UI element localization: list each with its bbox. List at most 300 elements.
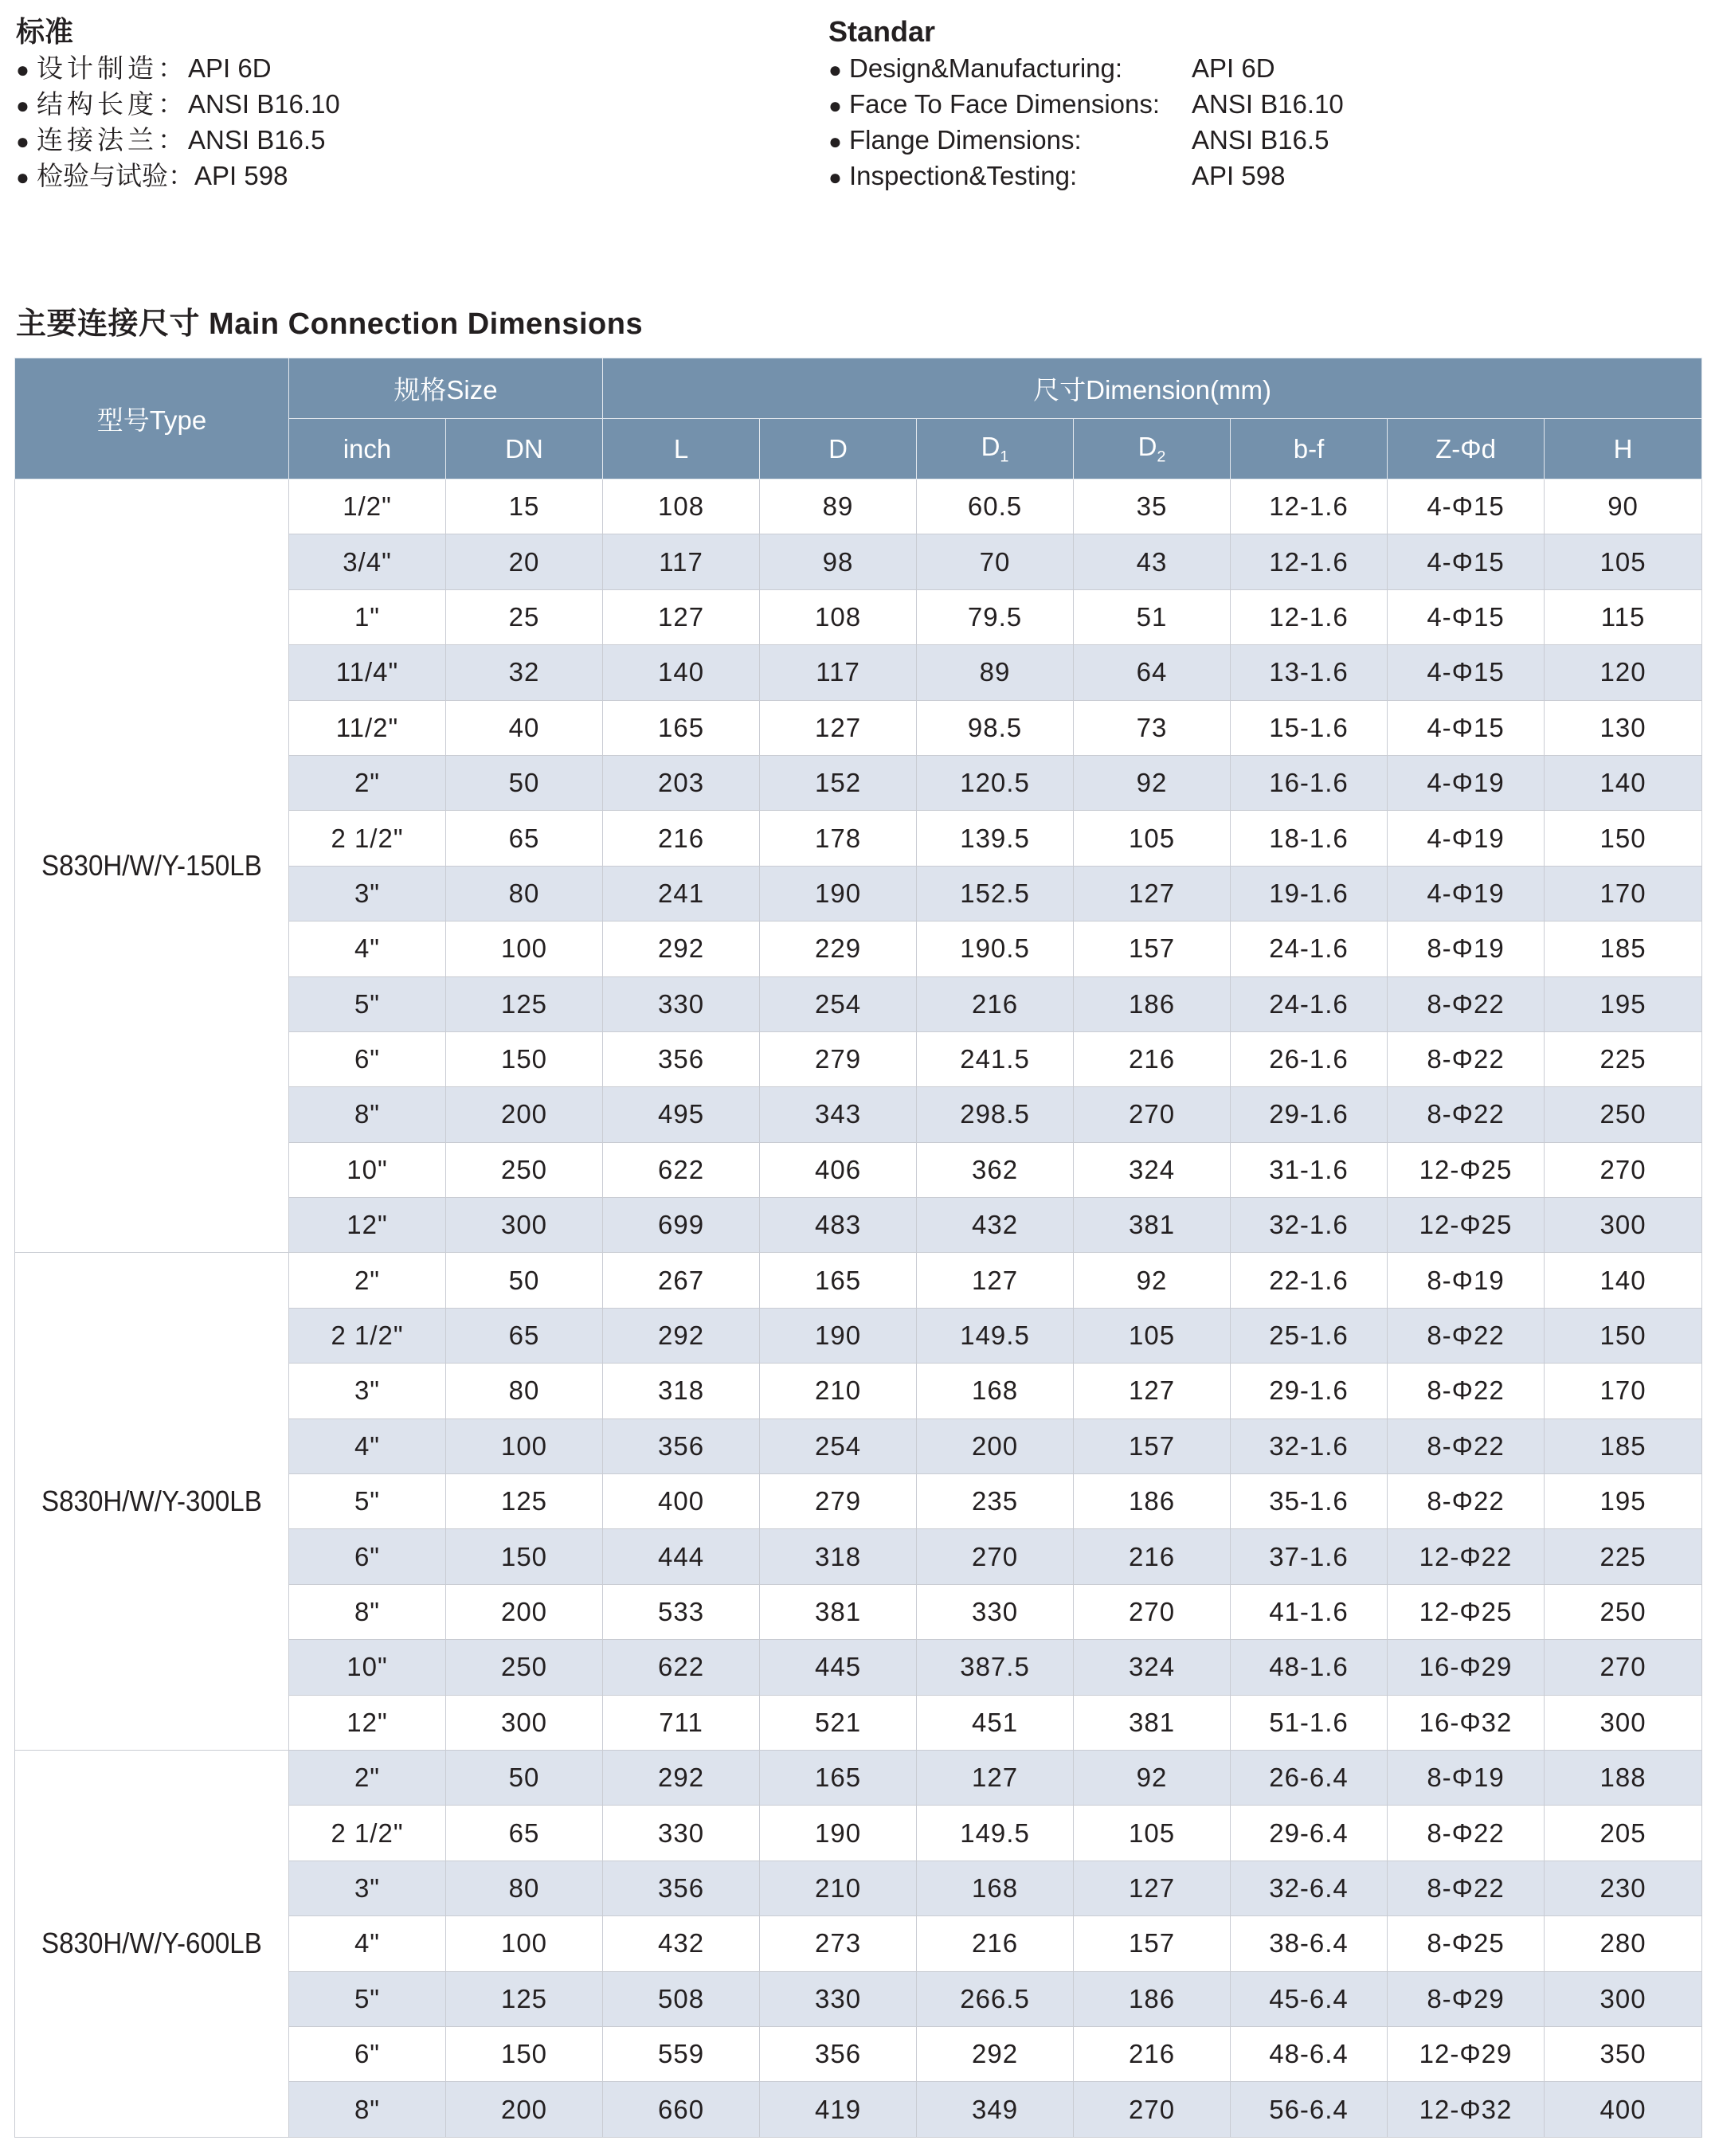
cell-h: 270 <box>1545 1142 1702 1197</box>
cell-inch: 1/2" <box>289 479 446 534</box>
cell-inch: 12" <box>289 1198 446 1253</box>
cell-d2: 186 <box>1074 1474 1231 1529</box>
standards-en-label: Inspection&Testing: <box>849 161 1078 190</box>
cell-dn: 50 <box>446 755 603 810</box>
cell-d: 483 <box>760 1198 917 1253</box>
cell-l: 203 <box>603 755 760 810</box>
cell-d: 152 <box>760 755 917 810</box>
cell-inch: 5" <box>289 976 446 1031</box>
cell-bf: 32-1.6 <box>1231 1198 1388 1253</box>
cell-d: 89 <box>760 479 917 534</box>
cell-dn: 150 <box>446 1529 603 1584</box>
cell-d1: 70 <box>917 534 1074 589</box>
cell-bf: 25-1.6 <box>1231 1308 1388 1363</box>
cell-l: 432 <box>603 1916 760 1971</box>
cell-d1: 60.5 <box>917 479 1074 534</box>
cell-h: 188 <box>1545 1750 1702 1805</box>
cell-dn: 150 <box>446 2026 603 2081</box>
cell-inch: 1" <box>289 589 446 644</box>
cell-d1: 216 <box>917 1916 1074 1971</box>
cell-l: 622 <box>603 1142 760 1197</box>
cell-d1: 451 <box>917 1695 1074 1750</box>
header-l: L <box>603 419 760 479</box>
cell-dn: 200 <box>446 2082 603 2137</box>
cell-zd: 4-Φ15 <box>1388 700 1545 755</box>
standards-cn-value: ANSI B16.10 <box>188 89 340 119</box>
cell-bf: 38-6.4 <box>1231 1916 1388 1971</box>
cell-d2: 157 <box>1074 1916 1231 1971</box>
table-row <box>15 1253 1702 1308</box>
bullet-icon: ● <box>16 93 29 118</box>
cell-dn: 65 <box>446 811 603 866</box>
cell-d: 190 <box>760 866 917 921</box>
cell-zd: 4-Φ15 <box>1388 645 1545 700</box>
standards-en-value: ANSI B16.10 <box>1192 89 1344 119</box>
cell-d: 318 <box>760 1529 917 1584</box>
cell-d1: 298.5 <box>917 1087 1074 1142</box>
cell-inch: 5" <box>289 1971 446 2026</box>
cell-d: 279 <box>760 1474 917 1529</box>
cell-l: 400 <box>603 1474 760 1529</box>
cell-dn: 80 <box>446 1861 603 1915</box>
cell-l: 533 <box>603 1584 760 1639</box>
header-inch: inch <box>289 419 446 479</box>
cell-bf: 51-1.6 <box>1231 1695 1388 1750</box>
cell-d2: 105 <box>1074 1308 1231 1363</box>
bullet-icon: ● <box>828 165 842 190</box>
standards-cn-item <box>16 158 340 194</box>
cell-d1: 139.5 <box>917 811 1074 866</box>
cell-bf: 18-1.6 <box>1231 811 1388 866</box>
cell-d1: 270 <box>917 1529 1074 1584</box>
bullet-icon: ● <box>828 93 842 118</box>
cell-l: 292 <box>603 921 760 976</box>
cell-zd: 12-Φ25 <box>1388 1198 1545 1253</box>
cell-h: 225 <box>1545 1031 1702 1086</box>
standards-en-value: ANSI B16.5 <box>1192 125 1329 155</box>
type-label: S830H/W/Y-300LB <box>41 1485 262 1518</box>
cell-l: 292 <box>603 1750 760 1805</box>
cell-zd: 8-Φ22 <box>1388 1364 1545 1418</box>
cell-inch: 2" <box>289 1253 446 1308</box>
cell-d: 98 <box>760 534 917 589</box>
cell-d1: 127 <box>917 1750 1074 1805</box>
cell-d1: 149.5 <box>917 1806 1074 1861</box>
cell-d1: 190.5 <box>917 921 1074 976</box>
cell-d1: 168 <box>917 1364 1074 1418</box>
cell-inch: 2" <box>289 1750 446 1805</box>
section-title: 主要连接尺寸 Main Connection Dimensions <box>16 307 644 341</box>
cell-l: 356 <box>603 1418 760 1473</box>
cell-dn: 20 <box>446 534 603 589</box>
header-d1 <box>917 419 1074 479</box>
cell-d1: 149.5 <box>917 1308 1074 1363</box>
cell-bf: 29-1.6 <box>1231 1364 1388 1418</box>
standards-en-label: Design&Manufacturing: <box>849 53 1123 83</box>
cell-d1: 292 <box>917 2026 1074 2081</box>
cell-d: 279 <box>760 1031 917 1086</box>
cell-h: 120 <box>1545 645 1702 700</box>
cell-bf: 29-6.4 <box>1231 1806 1388 1861</box>
cell-l: 140 <box>603 645 760 700</box>
cell-d2: 324 <box>1074 1640 1231 1695</box>
standards-cn-value: ANSI B16.5 <box>188 125 326 155</box>
cell-l: 318 <box>603 1364 760 1418</box>
cell-dn: 65 <box>446 1308 603 1363</box>
standards-cn-item <box>16 51 340 87</box>
type-label: S830H/W/Y-600LB <box>41 1927 262 1960</box>
cell-d2: 381 <box>1074 1198 1231 1253</box>
cell-d: 356 <box>760 2026 917 2081</box>
cell-zd: 8-Φ22 <box>1388 976 1545 1031</box>
cell-d: 229 <box>760 921 917 976</box>
type-cell <box>15 479 289 1253</box>
cell-bf: 24-1.6 <box>1231 921 1388 976</box>
cell-d1: 152.5 <box>917 866 1074 921</box>
cell-inch: 6" <box>289 1031 446 1086</box>
cell-bf: 48-6.4 <box>1231 2026 1388 2081</box>
type-cell <box>15 1253 289 1751</box>
cell-d: 419 <box>760 2082 917 2137</box>
cell-zd: 4-Φ19 <box>1388 755 1545 810</box>
cell-d2: 127 <box>1074 1861 1231 1915</box>
cell-l: 711 <box>603 1695 760 1750</box>
cell-h: 140 <box>1545 755 1702 810</box>
type-cell <box>15 1750 289 2137</box>
cell-zd: 8-Φ22 <box>1388 1861 1545 1915</box>
cell-h: 185 <box>1545 921 1702 976</box>
header-size: 规格Size <box>289 358 603 419</box>
cell-dn: 250 <box>446 1640 603 1695</box>
cell-d2: 64 <box>1074 645 1231 700</box>
cell-zd: 8-Φ25 <box>1388 1916 1545 1971</box>
cell-l: 292 <box>603 1308 760 1363</box>
standards-en-label: Flange Dimensions: <box>849 125 1082 155</box>
cell-d1: 200 <box>917 1418 1074 1473</box>
cell-inch: 2 1/2" <box>289 1806 446 1861</box>
cell-dn: 200 <box>446 1584 603 1639</box>
cell-d1: 349 <box>917 2082 1074 2137</box>
cell-zd: 8-Φ29 <box>1388 1971 1545 2026</box>
cell-h: 250 <box>1545 1584 1702 1639</box>
cell-h: 150 <box>1545 1308 1702 1363</box>
cell-inch: 8" <box>289 2082 446 2137</box>
standards-en-value: API 6D <box>1192 53 1275 83</box>
cell-l: 108 <box>603 479 760 534</box>
bullet-icon: ● <box>16 165 29 190</box>
cell-inch: 4" <box>289 1916 446 1971</box>
cell-dn: 300 <box>446 1198 603 1253</box>
standards-cn-item <box>16 123 340 158</box>
cell-inch: 2 1/2" <box>289 1308 446 1363</box>
standards-cn-value: API 6D <box>188 53 272 83</box>
header-d1-sub: 1 <box>1000 448 1009 466</box>
cell-h: 170 <box>1545 1364 1702 1418</box>
cell-zd: 8-Φ19 <box>1388 1750 1545 1805</box>
cell-d1: 79.5 <box>917 589 1074 644</box>
cell-d1: 120.5 <box>917 755 1074 810</box>
table-row <box>15 1750 1702 1805</box>
cell-h: 195 <box>1545 1474 1702 1529</box>
cell-inch: 10" <box>289 1142 446 1197</box>
cell-h: 140 <box>1545 1253 1702 1308</box>
cell-inch: 3" <box>289 1861 446 1915</box>
cell-dn: 125 <box>446 1474 603 1529</box>
cell-h: 400 <box>1545 2082 1702 2137</box>
cell-d1: 216 <box>917 976 1074 1031</box>
cell-l: 559 <box>603 2026 760 2081</box>
cell-d1: 266.5 <box>917 1971 1074 2026</box>
type-label: S830H/W/Y-150LB <box>41 849 262 882</box>
cell-d2: 270 <box>1074 2082 1231 2137</box>
cell-zd: 8-Φ22 <box>1388 1806 1545 1861</box>
cell-h: 150 <box>1545 811 1702 866</box>
standards-en-value: API 598 <box>1192 161 1286 190</box>
cell-bf: 32-1.6 <box>1231 1418 1388 1473</box>
cell-dn: 125 <box>446 1971 603 2026</box>
cell-dn: 50 <box>446 1750 603 1805</box>
cell-d: 165 <box>760 1253 917 1308</box>
standards-en-item <box>828 158 1344 194</box>
cell-bf: 12-1.6 <box>1231 479 1388 534</box>
cell-d: 178 <box>760 811 917 866</box>
standards-cn <box>16 14 340 194</box>
header-d: D <box>760 419 917 479</box>
cell-d2: 105 <box>1074 1806 1231 1861</box>
cell-l: 356 <box>603 1861 760 1915</box>
header-h: H <box>1545 419 1702 479</box>
cell-bf: 13-1.6 <box>1231 645 1388 700</box>
cell-inch: 4" <box>289 921 446 976</box>
cell-d2: 186 <box>1074 976 1231 1031</box>
cell-dn: 80 <box>446 1364 603 1418</box>
standards-cn-label: 设计制造： <box>37 53 188 83</box>
cell-bf: 56-6.4 <box>1231 2082 1388 2137</box>
cell-l: 117 <box>603 534 760 589</box>
bullet-icon: ● <box>16 129 29 154</box>
cell-l: 495 <box>603 1087 760 1142</box>
standards-en <box>828 14 1344 194</box>
cell-h: 230 <box>1545 1861 1702 1915</box>
cell-inch: 12" <box>289 1695 446 1750</box>
cell-d: 165 <box>760 1750 917 1805</box>
dimensions-table <box>14 358 1702 2138</box>
cell-d2: 216 <box>1074 2026 1231 2081</box>
table-row <box>15 479 1702 534</box>
cell-d: 210 <box>760 1861 917 1915</box>
cell-zd: 16-Φ32 <box>1388 1695 1545 1750</box>
cell-inch: 4" <box>289 1418 446 1473</box>
cell-l: 699 <box>603 1198 760 1253</box>
cell-inch: 3" <box>289 1364 446 1418</box>
cell-dn: 50 <box>446 1253 603 1308</box>
cell-d2: 157 <box>1074 921 1231 976</box>
cell-inch: 8" <box>289 1584 446 1639</box>
bullet-icon: ● <box>16 57 29 82</box>
cell-dn: 40 <box>446 700 603 755</box>
standards-cn-title: 标准 <box>16 15 74 48</box>
cell-bf: 35-1.6 <box>1231 1474 1388 1529</box>
cell-l: 330 <box>603 976 760 1031</box>
cell-inch: 11/2" <box>289 700 446 755</box>
cell-bf: 41-1.6 <box>1231 1584 1388 1639</box>
cell-bf: 37-1.6 <box>1231 1529 1388 1584</box>
cell-d2: 381 <box>1074 1695 1231 1750</box>
cell-d: 254 <box>760 1418 917 1473</box>
cell-h: 170 <box>1545 866 1702 921</box>
cell-inch: 6" <box>289 1529 446 1584</box>
cell-zd: 4-Φ15 <box>1388 479 1545 534</box>
cell-d: 108 <box>760 589 917 644</box>
cell-d1: 89 <box>917 645 1074 700</box>
cell-h: 90 <box>1545 479 1702 534</box>
cell-zd: 8-Φ22 <box>1388 1308 1545 1363</box>
cell-bf: 24-1.6 <box>1231 976 1388 1031</box>
cell-inch: 2 1/2" <box>289 811 446 866</box>
cell-d2: 43 <box>1074 534 1231 589</box>
standards-cn-item <box>16 87 340 123</box>
cell-zd: 8-Φ22 <box>1388 1474 1545 1529</box>
cell-d: 273 <box>760 1916 917 1971</box>
cell-zd: 4-Φ19 <box>1388 811 1545 866</box>
cell-zd: 12-Φ29 <box>1388 2026 1545 2081</box>
cell-inch: 6" <box>289 2026 446 2081</box>
header-bf: b-f <box>1231 419 1388 479</box>
cell-d: 117 <box>760 645 917 700</box>
cell-bf: 22-1.6 <box>1231 1253 1388 1308</box>
cell-dn: 150 <box>446 1031 603 1086</box>
cell-zd: 8-Φ22 <box>1388 1418 1545 1473</box>
cell-h: 225 <box>1545 1529 1702 1584</box>
cell-l: 622 <box>603 1640 760 1695</box>
cell-l: 216 <box>603 811 760 866</box>
cell-bf: 16-1.6 <box>1231 755 1388 810</box>
cell-inch: 3" <box>289 866 446 921</box>
header-dimension: 尺寸Dimension(mm) <box>603 358 1702 419</box>
cell-zd: 8-Φ22 <box>1388 1031 1545 1086</box>
cell-bf: 26-6.4 <box>1231 1750 1388 1805</box>
cell-d: 521 <box>760 1695 917 1750</box>
cell-h: 300 <box>1545 1198 1702 1253</box>
cell-d: 190 <box>760 1806 917 1861</box>
cell-d: 343 <box>760 1087 917 1142</box>
cell-inch: 8" <box>289 1087 446 1142</box>
cell-d: 254 <box>760 976 917 1031</box>
cell-d: 127 <box>760 700 917 755</box>
header-d2-sub: 2 <box>1157 448 1166 466</box>
cell-h: 205 <box>1545 1806 1702 1861</box>
cell-l: 356 <box>603 1031 760 1086</box>
cell-l: 660 <box>603 2082 760 2137</box>
cell-h: 115 <box>1545 589 1702 644</box>
table-header-row <box>15 358 1702 419</box>
cell-dn: 100 <box>446 1418 603 1473</box>
cell-d1: 241.5 <box>917 1031 1074 1086</box>
cell-d2: 105 <box>1074 811 1231 866</box>
cell-d2: 92 <box>1074 1750 1231 1805</box>
cell-dn: 250 <box>446 1142 603 1197</box>
cell-dn: 32 <box>446 645 603 700</box>
cell-bf: 32-6.4 <box>1231 1861 1388 1915</box>
cell-dn: 300 <box>446 1695 603 1750</box>
cell-zd: 4-Φ15 <box>1388 589 1545 644</box>
header-zd: Z-Φd <box>1388 419 1545 479</box>
cell-d1: 387.5 <box>917 1640 1074 1695</box>
standards-en-item <box>828 123 1344 158</box>
cell-d2: 127 <box>1074 1364 1231 1418</box>
cell-dn: 100 <box>446 1916 603 1971</box>
cell-d1: 362 <box>917 1142 1074 1197</box>
cell-dn: 65 <box>446 1806 603 1861</box>
cell-h: 280 <box>1545 1916 1702 1971</box>
table-body <box>15 479 1702 2138</box>
cell-bf: 31-1.6 <box>1231 1142 1388 1197</box>
cell-d2: 35 <box>1074 479 1231 534</box>
header-d1-label: D <box>981 431 1000 461</box>
cell-l: 508 <box>603 1971 760 2026</box>
header-dn: DN <box>446 419 603 479</box>
cell-h: 105 <box>1545 534 1702 589</box>
cell-zd: 12-Φ32 <box>1388 2082 1545 2137</box>
cell-d: 330 <box>760 1971 917 2026</box>
cell-h: 185 <box>1545 1418 1702 1473</box>
header-d2 <box>1074 419 1231 479</box>
cell-inch: 5" <box>289 1474 446 1529</box>
cell-d1: 127 <box>917 1253 1074 1308</box>
cell-zd: 4-Φ19 <box>1388 866 1545 921</box>
header-d2-label: D <box>1137 431 1157 461</box>
cell-h: 270 <box>1545 1640 1702 1695</box>
cell-bf: 12-1.6 <box>1231 534 1388 589</box>
cell-inch: 10" <box>289 1640 446 1695</box>
cell-d2: 51 <box>1074 589 1231 644</box>
cell-dn: 200 <box>446 1087 603 1142</box>
cell-bf: 15-1.6 <box>1231 700 1388 755</box>
cell-d2: 270 <box>1074 1087 1231 1142</box>
cell-d1: 432 <box>917 1198 1074 1253</box>
cell-l: 444 <box>603 1529 760 1584</box>
cell-d: 381 <box>760 1584 917 1639</box>
cell-d2: 270 <box>1074 1584 1231 1639</box>
cell-d: 406 <box>760 1142 917 1197</box>
cell-d2: 216 <box>1074 1529 1231 1584</box>
cell-d2: 216 <box>1074 1031 1231 1086</box>
cell-zd: 16-Φ29 <box>1388 1640 1545 1695</box>
cell-bf: 26-1.6 <box>1231 1031 1388 1086</box>
cell-d1: 168 <box>917 1861 1074 1915</box>
cell-h: 350 <box>1545 2026 1702 2081</box>
cell-d: 190 <box>760 1308 917 1363</box>
cell-h: 195 <box>1545 976 1702 1031</box>
cell-bf: 48-1.6 <box>1231 1640 1388 1695</box>
cell-d: 445 <box>760 1640 917 1695</box>
standards-cn-label: 结构长度： <box>37 89 188 119</box>
cell-d1: 330 <box>917 1584 1074 1639</box>
cell-zd: 12-Φ25 <box>1388 1584 1545 1639</box>
standards-cn-label: 检验与试验： <box>37 161 194 190</box>
cell-inch: 2" <box>289 755 446 810</box>
cell-d1: 98.5 <box>917 700 1074 755</box>
cell-bf: 19-1.6 <box>1231 866 1388 921</box>
cell-dn: 80 <box>446 866 603 921</box>
standards-en-title: Standar <box>828 15 936 48</box>
header-type: 型号Type <box>15 358 289 479</box>
standards-cn-value: API 598 <box>194 161 288 190</box>
cell-d2: 92 <box>1074 755 1231 810</box>
cell-l: 241 <box>603 866 760 921</box>
cell-h: 300 <box>1545 1695 1702 1750</box>
cell-h: 250 <box>1545 1087 1702 1142</box>
